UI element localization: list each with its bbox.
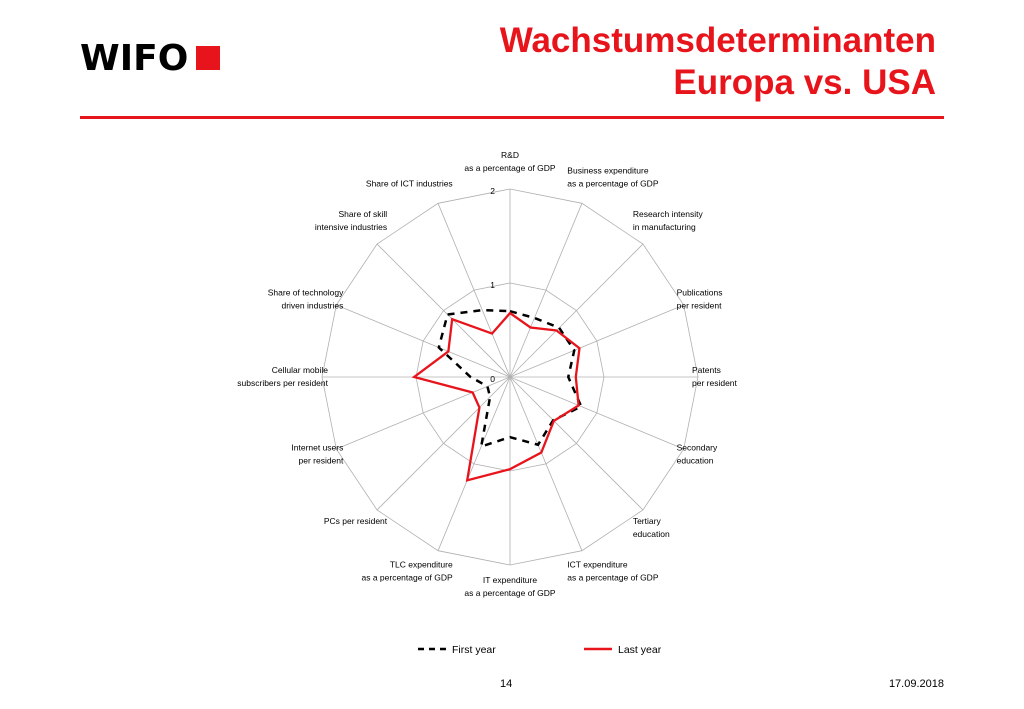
grid-spoke (510, 203, 582, 377)
legend-label: First year (452, 644, 496, 656)
axis-label: subscribers per resident (237, 378, 328, 388)
axis-label: IT expenditure (482, 575, 538, 585)
axis-label: Research intensity (632, 209, 703, 220)
axis-label: as a percentage of GDP (567, 572, 659, 583)
axis-label: driven industries (281, 300, 344, 311)
series-line (414, 313, 579, 480)
axis-label: PCs per resident (323, 515, 388, 526)
axis-label: as a percentage of GDP (464, 588, 556, 598)
grid-spoke (510, 244, 643, 377)
axis-label: intensive industries (314, 222, 388, 233)
axis-label: as a percentage of GDP (464, 163, 556, 173)
axis-label: in manufacturing (632, 222, 696, 233)
axis-label: as a percentage of GDP (361, 572, 453, 583)
axis-label: TLC expenditure (389, 559, 453, 570)
grid-spoke (510, 377, 684, 449)
grid-spoke (510, 377, 643, 510)
axis-label: per resident (298, 455, 344, 466)
grid-spoke (336, 305, 510, 377)
axis-label: Tertiary (632, 515, 661, 526)
axis-label: per resident (676, 300, 722, 311)
title-line-2: Europa vs. USA (673, 63, 936, 102)
axis-label: Share of skill (338, 209, 388, 220)
axis-label: as a percentage of GDP (567, 178, 659, 189)
footer-date: 17.09.2018 (888, 678, 944, 690)
axis-label: Business expenditure (567, 165, 649, 176)
legend-label: Last year (618, 644, 662, 656)
page-number: 14 (500, 678, 513, 690)
radial-tick-label: 0 (490, 374, 495, 384)
axis-label: Share of technology (267, 287, 344, 298)
radial-tick-label: 1 (490, 280, 495, 290)
axis-label: Internet users (291, 442, 344, 453)
axis-label: ICT expenditure (567, 559, 628, 570)
axis-label: R&D (501, 150, 519, 160)
axis-label: Patents (692, 365, 721, 375)
axis-label: Publications (676, 287, 723, 298)
grid-spoke (438, 377, 510, 551)
axis-label: Share of ICT industries (365, 178, 453, 189)
axis-label: Cellular mobile (271, 365, 328, 375)
axis-label: per resident (692, 378, 737, 388)
title-line-1: Wachstumsdeterminanten (499, 21, 936, 60)
axis-label: education (676, 455, 714, 466)
radial-tick-label: 2 (490, 186, 495, 196)
axis-label: education (632, 528, 670, 539)
axis-label: Secondary (676, 442, 718, 453)
grid-spoke (510, 305, 684, 377)
logo-text: WIFO (80, 37, 189, 79)
